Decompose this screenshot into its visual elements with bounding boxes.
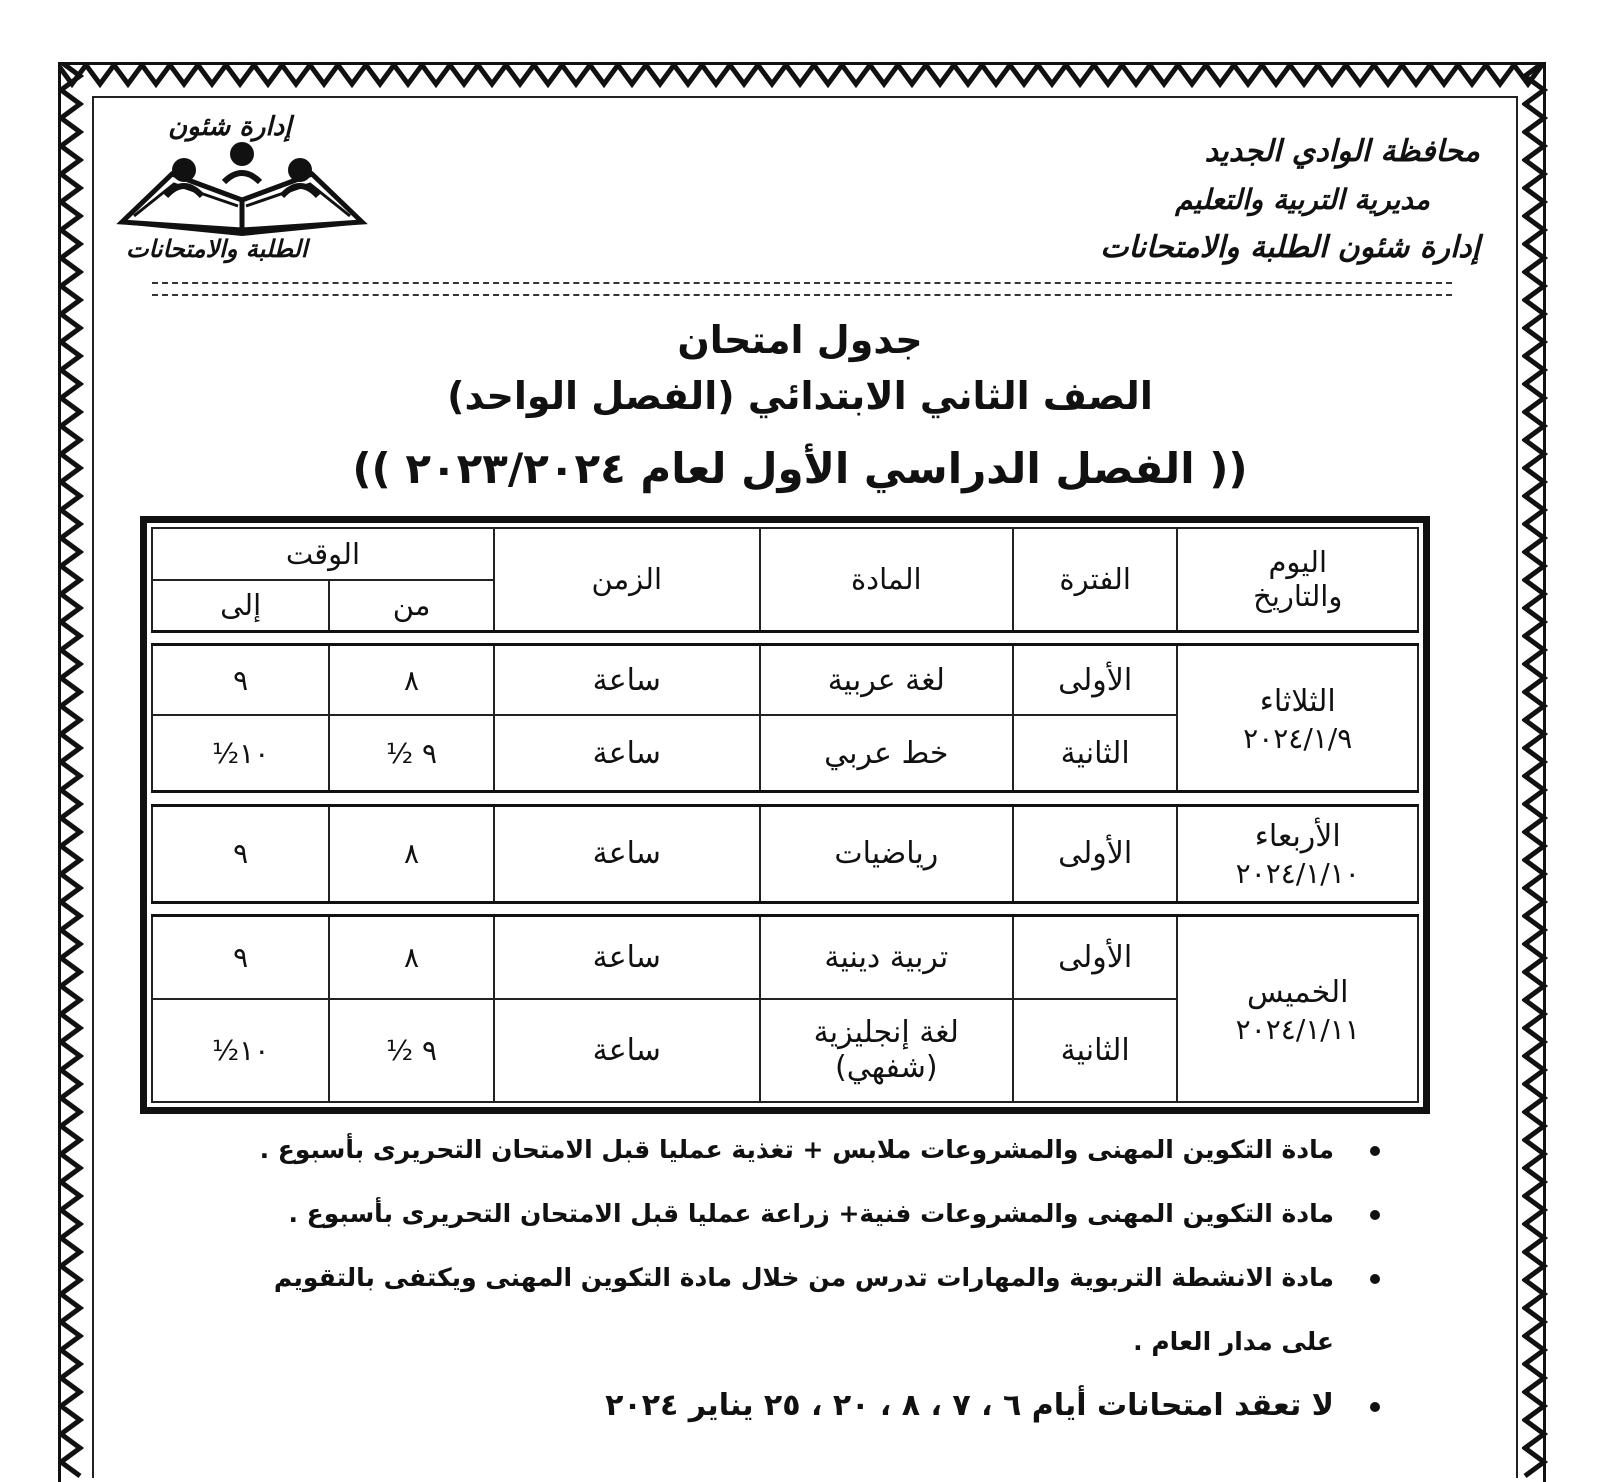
governorate-name: محافظة الوادي الجديد (1204, 134, 1480, 169)
table-row (152, 805, 1418, 902)
subject-line2: (شفهي) (835, 1050, 938, 1086)
bullet-icon (1370, 1402, 1380, 1412)
grade-title: الصف الثاني الابتدائي (الفصل الواحد) (447, 374, 1153, 418)
header-time: الوقت (152, 528, 494, 580)
to-cell: ١٠½ (152, 999, 329, 1103)
directorate-name: مديرية التربية والتعليم (1175, 183, 1430, 216)
header-duration: الزمن (494, 528, 760, 631)
to-cell: ١٠½ (152, 715, 329, 792)
logo-caption-bottom: الطلبة والامتحانات (126, 234, 308, 263)
header-divider (152, 282, 1452, 296)
duration-cell: ساعة (494, 645, 760, 715)
to-cell: ٩ (152, 916, 329, 999)
exam-schedule-table (140, 516, 1430, 1114)
exam-date: ٢٠٢٤/١/١٠ (1235, 857, 1360, 891)
frame-zigzag-top (58, 62, 1548, 88)
schedule-title: جدول امتحان (677, 318, 923, 362)
note-text: مادة الانشطة التربوية والمهارات تدرس من خلال مادة التكوين المهنى ويكتفى بالتقويم على مدار العام . (273, 1263, 1334, 1356)
department-name: إدارة شئون الطلبة والامتحانات (1100, 230, 1480, 265)
list-item (240, 1182, 1380, 1246)
header-day-date (1177, 528, 1418, 631)
to-cell: ٩ (152, 805, 329, 902)
duration-cell: ساعة (494, 805, 760, 902)
subject-cell: تربية دينية (760, 916, 1013, 999)
header-from: من (329, 580, 494, 632)
exam-date: ٢٠٢٤/١/١١ (1235, 1012, 1360, 1046)
day-date-cell (1177, 645, 1418, 792)
day-name: الخميس (1246, 974, 1349, 1010)
subject-line1: لغة إنجليزية (813, 1015, 959, 1051)
row-separator (152, 902, 1418, 915)
bullet-icon (1370, 1210, 1380, 1220)
period-cell: الأولى (1013, 916, 1178, 999)
table-row (152, 645, 1418, 715)
subject-cell: خط عربي (760, 715, 1013, 792)
period-cell: الثانية (1013, 999, 1178, 1103)
header-to: إلى (152, 580, 329, 632)
logo-caption-top: إدارة شئون (168, 112, 292, 142)
table-row (152, 916, 1418, 999)
from-cell: ٩ ½ (329, 715, 494, 792)
from-cell: ٨ (329, 805, 494, 902)
note-text: لا تعقد امتحانات أيام ٦ ، ٧ ، ٨ ، ٢٠ ، ٢٥ يناير ٢٠٢٤ (605, 1388, 1334, 1423)
day-name: الأربعاء (1254, 819, 1341, 855)
subject-cell: رياضيات (760, 805, 1013, 902)
header-day-line2: والتاريخ (1253, 579, 1343, 614)
header-day-line1: اليوم (1268, 545, 1328, 580)
duration-cell: ساعة (494, 916, 760, 999)
bullet-icon (1370, 1274, 1380, 1284)
day-date-cell (1177, 916, 1418, 1102)
list-item (240, 1374, 1380, 1438)
note-text: مادة التكوين المهنى والمشروعات ملابس + تغذية عمليا قبل الامتحان التحريرى بأسبوع . (259, 1135, 1334, 1164)
to-cell: ٩ (152, 645, 329, 715)
subject-cell (760, 999, 1013, 1103)
bullet-icon (1370, 1146, 1380, 1156)
header-subject: المادة (760, 528, 1013, 631)
day-date-cell (1177, 805, 1418, 902)
frame-zigzag-right (1522, 62, 1548, 1482)
frame-zigzag-left (58, 62, 84, 1482)
list-item (240, 1118, 1380, 1182)
duration-cell: ساعة (494, 999, 760, 1103)
term-title: (( الفصل الدراسي الأول لعام ٢٠٢٣/٢٠٢٤ )) (352, 444, 1248, 493)
row-separator (152, 631, 1418, 644)
from-cell: ٩ ½ (329, 999, 494, 1103)
list-item (240, 1246, 1380, 1374)
day-name: الثلاثاء (1259, 683, 1336, 719)
note-text: مادة التكوين المهنى والمشروعات فنية+ زراعة عمليا قبل الامتحان التحريرى بأسبوع . (288, 1199, 1334, 1228)
notes-list (240, 1118, 1380, 1438)
organization-header (1100, 128, 1480, 272)
exam-date: ٢٠٢٤/١/٩ (1243, 721, 1353, 755)
period-cell: الأولى (1013, 805, 1178, 902)
header-period: الفترة (1013, 528, 1178, 631)
from-cell: ٨ (329, 645, 494, 715)
period-cell: الثانية (1013, 715, 1178, 792)
row-separator (152, 792, 1418, 805)
from-cell: ٨ (329, 916, 494, 999)
duration-cell: ساعة (494, 715, 760, 792)
period-cell: الأولى (1013, 645, 1178, 715)
subject-cell: لغة عربية (760, 645, 1013, 715)
